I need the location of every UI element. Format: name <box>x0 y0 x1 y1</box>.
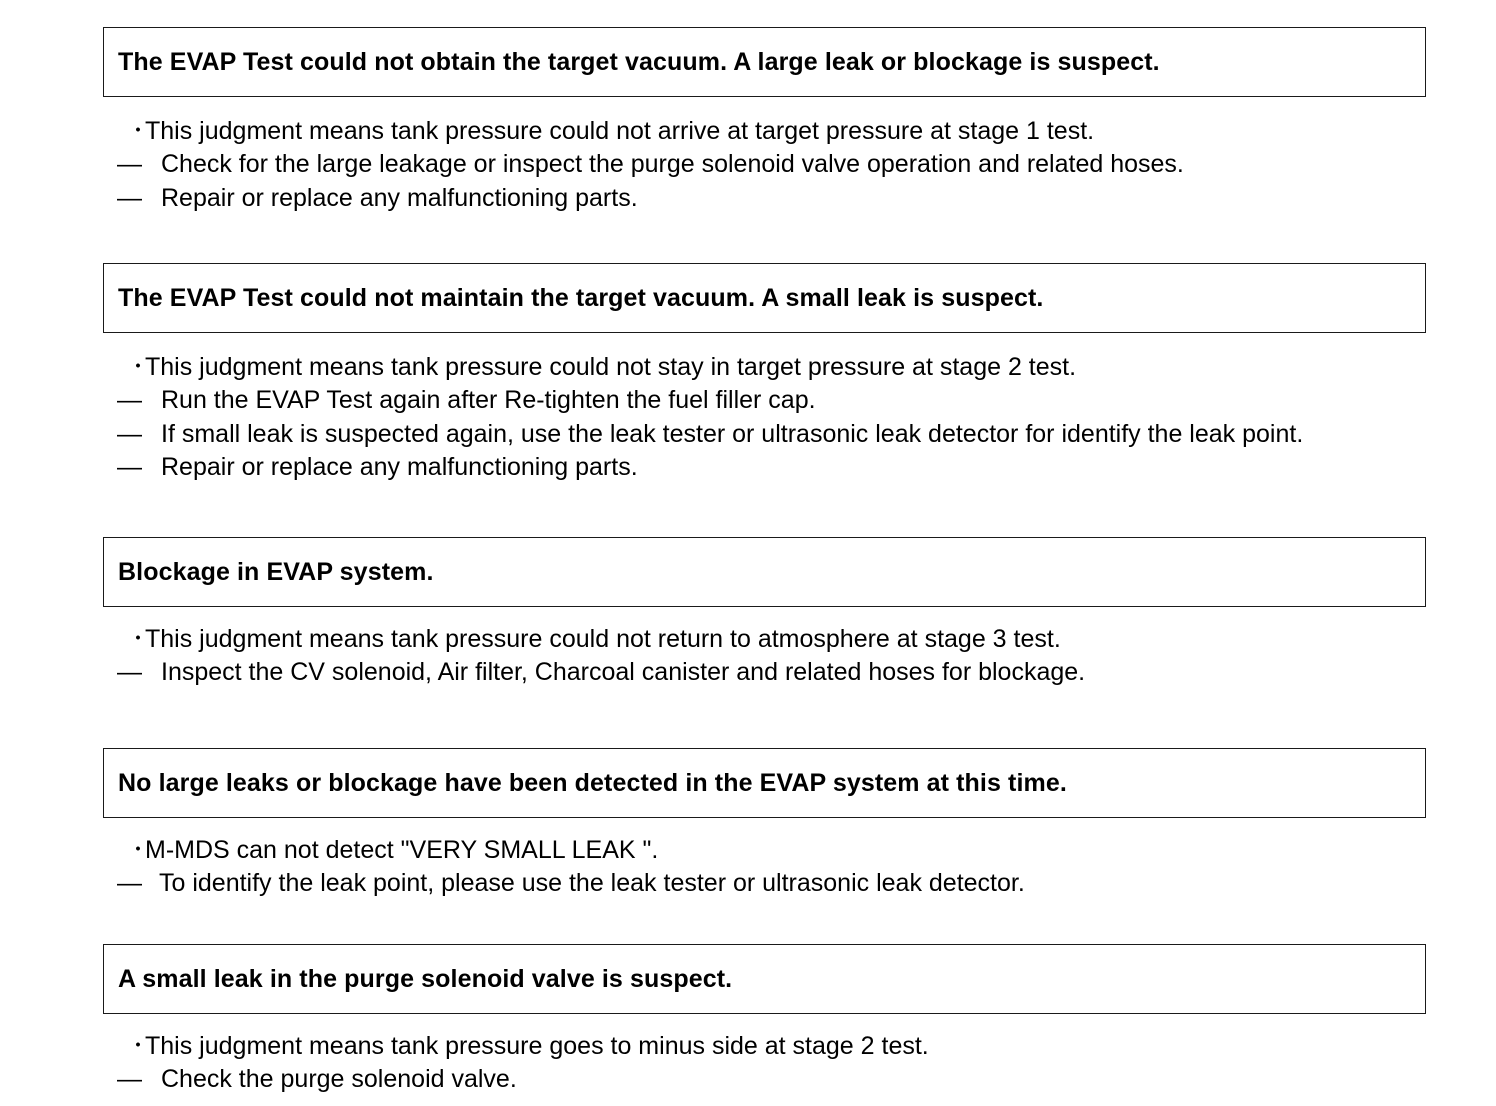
bullet-text: This judgment means tank pressure could not arrive at target pressure at stage 1 test. <box>145 117 1095 145</box>
step-text: Repair or replace any malfunctioning parts. <box>161 453 638 481</box>
dash-icon: — <box>117 386 142 414</box>
dash-icon: — <box>117 150 142 178</box>
section-title-box <box>103 27 1426 97</box>
step-text: Check the purge solenoid valve. <box>161 1065 517 1093</box>
step-text: Repair or replace any malfunctioning parts. <box>161 184 638 212</box>
bullet-icon: ・ <box>127 1033 150 1058</box>
step-text: Inspect the CV solenoid, Air filter, Charcoal canister and related hoses for blockage. <box>161 658 1086 686</box>
dash-icon: — <box>117 1065 142 1093</box>
bullet-icon: ・ <box>127 354 150 379</box>
bullet-text: This judgment means tank pressure could not stay in target pressure at stage 2 test. <box>145 353 1077 381</box>
dash-icon: — <box>117 869 142 897</box>
bullet-text: M-MDS can not detect "VERY SMALL LEAK ". <box>145 836 659 864</box>
dash-icon: — <box>117 420 142 448</box>
section-title: A small leak in the purge solenoid valve is suspect. <box>118 964 733 993</box>
section-title-box <box>103 944 1426 1014</box>
section-title: Blockage in EVAP system. <box>118 557 434 586</box>
section-title: The EVAP Test could not obtain the target vacuum. A large leak or blockage is suspect. <box>118 47 1160 76</box>
dash-icon: — <box>117 658 142 686</box>
bullet-icon: ・ <box>127 626 150 651</box>
bullet-text: This judgment means tank pressure could not return to atmosphere at stage 3 test. <box>145 625 1061 653</box>
step-text: To identify the leak point, please use the leak tester or ultrasonic leak detector. <box>159 869 1025 897</box>
step-text: If small leak is suspected again, use the leak tester or ultrasonic leak detector for identify the leak point. <box>161 420 1304 448</box>
dash-icon: — <box>117 453 142 481</box>
section-title: No large leaks or blockage have been detected in the EVAP system at this time. <box>118 768 1067 797</box>
section-title: The EVAP Test could not maintain the target vacuum. A small leak is suspect. <box>118 283 1044 312</box>
step-text: Check for the large leakage or inspect the purge solenoid valve operation and related hoses. <box>161 150 1184 178</box>
section-title-box <box>103 263 1426 333</box>
bullet-icon: ・ <box>127 837 150 862</box>
section-title-box <box>103 748 1426 818</box>
step-text: Run the EVAP Test again after Re-tighten the fuel filler cap. <box>161 386 816 414</box>
bullet-icon: ・ <box>127 118 150 143</box>
dash-icon: — <box>117 184 142 212</box>
section-title-box <box>103 537 1426 607</box>
bullet-text: This judgment means tank pressure goes to minus side at stage 2 test. <box>145 1032 929 1060</box>
